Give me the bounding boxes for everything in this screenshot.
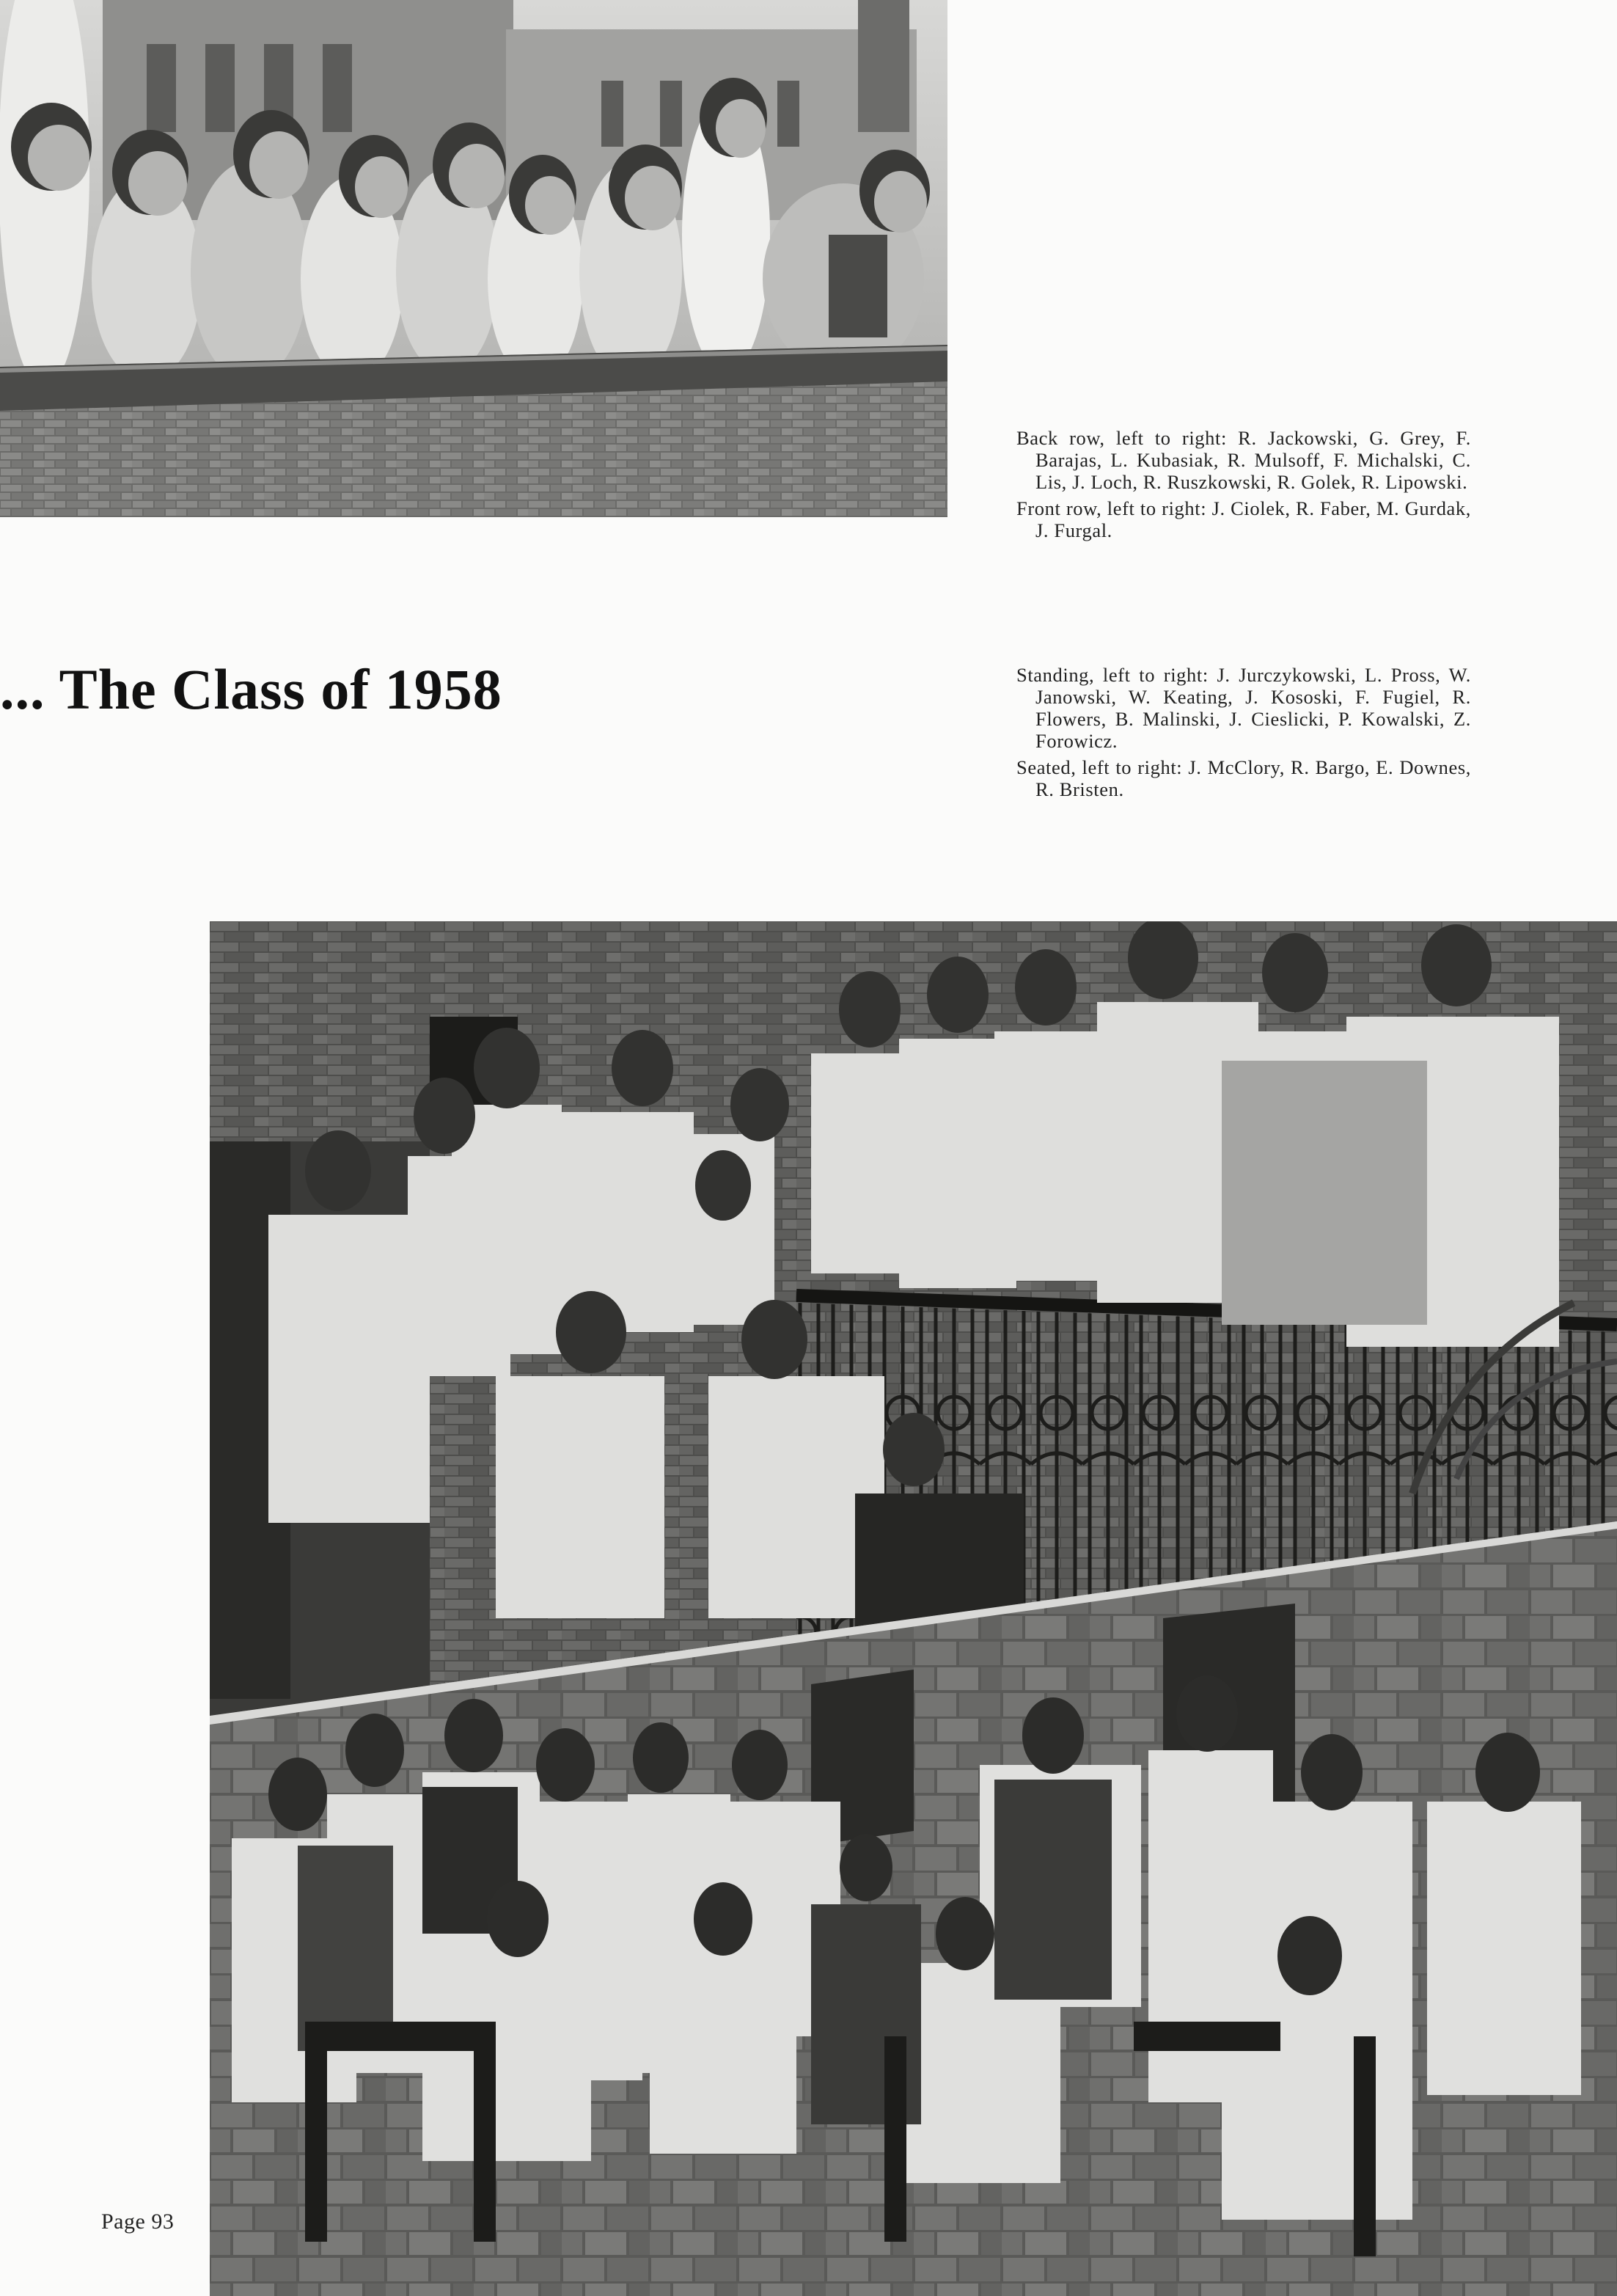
photo-students-on-wall bbox=[0, 0, 947, 517]
caption-top-photo bbox=[1016, 427, 1471, 546]
caption-front-row: Front row, left to right: J. Ciolek, R. Faber, M. Gurdak, J. Furgal. bbox=[1016, 497, 1471, 541]
caption-bottom-photo bbox=[1016, 664, 1471, 805]
caption-back-row: Back row, left to right: R. Jackowski, G. Grey, F. Barajas, L. Kubasiak, R. Mulsoff, F. Michalski, C. Lis, J. Loch, R. Ruszkowski, R. Golek, R. Lipowski. bbox=[1016, 427, 1471, 493]
photo-students-on-wall-image bbox=[0, 0, 947, 517]
caption-seated: Seated, left to right: J. McClory, R. Bargo, E. Downes, R. Bristen. bbox=[1016, 756, 1471, 800]
page-title: ... The Class of 1958 bbox=[0, 657, 502, 721]
photo-class-groups-image bbox=[210, 921, 1617, 2296]
photo-class-groups bbox=[210, 921, 1617, 2296]
caption-standing: Standing, left to right: J. Jurczykowski, L. Pross, W. Janowski, W. Keating, J. Kososki, F. Fugiel, R. Flowers, B. Malinski, J. Cieslicki, P. Kowalski, Z. Forowicz. bbox=[1016, 664, 1471, 752]
page-number: Page 93 bbox=[101, 2209, 175, 2234]
